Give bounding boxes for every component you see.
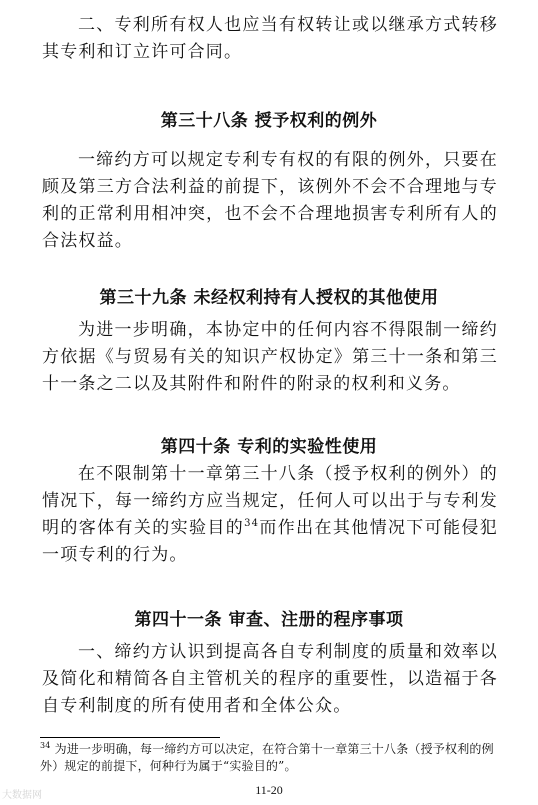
paragraph-article-37-2: 二、专利所有权人也应当有权转让或以继承方式转移其专利和订立许可合同。: [42, 15, 498, 62]
paragraph-article-39: 为进一步明确，本协定中的任何内容不得限制一缔约方依据《与贸易有关的知识产权协定》第三十一条和第三十一条之二以及其附件和附件的附录的权利和义务。: [42, 320, 498, 394]
paragraph-article-40: [42, 461, 498, 569]
footnote-ref-34[interactable]: 34: [244, 518, 260, 529]
footnote-34: [40, 741, 510, 775]
watermark-logo: 大数据网: [2, 790, 42, 801]
paragraph-article-38: 一缔约方可以规定专利专有权的有限的例外，只要在顾及第三方合法利益的前提下，该例外不会不合理地与专利的正常利用相冲突，也不会不合理地损害专利所有人的合法权益。: [42, 150, 498, 251]
heading-article-40: 第四十条 专利的实验性使用: [160, 437, 378, 457]
paragraph-article-40-text-a: 在不限制第十一章第三十八条（授予权利的例外）的情况下，每一缔约方应当规定，任何人可以出于与专利发明的客体有关的实验目的: [42, 464, 498, 538]
footnote-number: 34: [40, 741, 51, 750]
heading-article-41: 第四十一条 审查、注册的程序事项: [134, 610, 404, 630]
heading-article-38: 第三十八条 授予权利的例外: [160, 111, 378, 131]
heading-article-39: 第三十九条 未经权利持有人授权的其他使用: [99, 288, 439, 308]
footnote-text: 为进一步明确，每一缔约方可以决定，在符合第十一章第三十八条（授予权利的例外）规定的前提下，何种行为属于“实验目的”。: [40, 742, 494, 773]
paragraph-article-41-1: 一、缔约方认识到提高各自专利制度的质量和效率以及简化和精简各自主管机关的程序的重要性，以造福于各自专利制度的所有使用者和全体公众。: [42, 642, 498, 716]
footnote-divider: [40, 737, 220, 738]
paragraph-article-40-text-b: 而作出在其他情况下可能侵犯一项专利的行为。: [42, 518, 498, 565]
page-number: 11-20: [255, 783, 283, 797]
